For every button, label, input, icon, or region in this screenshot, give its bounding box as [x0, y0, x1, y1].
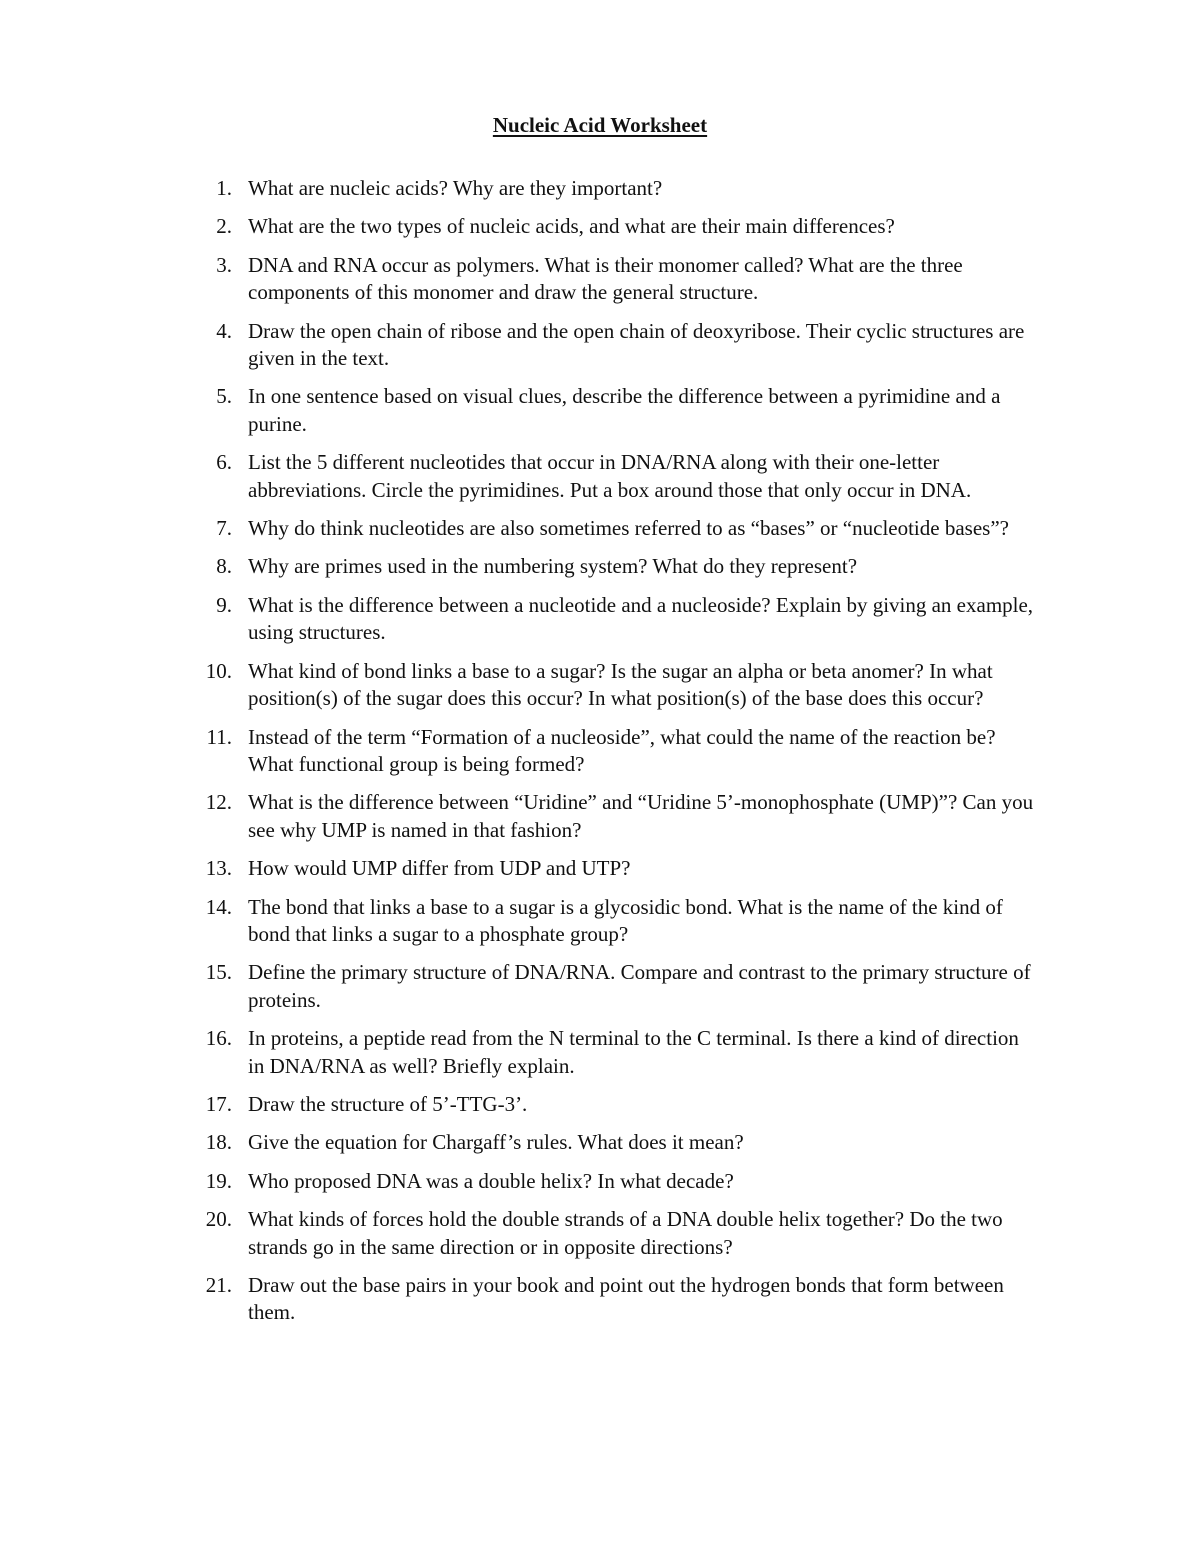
question-text: In one sentence based on visual clues, describe the difference between a pyrimidine and a purine.: [248, 384, 1001, 436]
question-number: 8.: [216, 554, 232, 579]
question-text: Draw the structure of 5’-TTG-3’.: [248, 1091, 528, 1116]
question-text: What are the two types of nucleic acids, and what are their main differences?: [248, 214, 895, 239]
question-text: In proteins, a peptide read from the N terminal to the C terminal. Is there a kind of direction in DNA/RNA as well? Briefly explain.: [248, 1026, 1019, 1078]
question-text: What are nucleic acids? Why are they important?: [248, 176, 663, 200]
list-item: [0, 1168, 1200, 1195]
question-number: 1.: [216, 176, 232, 200]
question-text: List the 5 different nucleotides that occur in DNA/RNA along with their one-letter abbreviations. Circle the pyrimidines. Put a box around those that only occur in DNA.: [248, 450, 972, 502]
question-number: 2.: [216, 214, 232, 239]
list-item: [0, 1091, 1200, 1118]
list-item: [0, 553, 1200, 580]
question-number: 11.: [206, 724, 232, 749]
question-number: 4.: [216, 318, 232, 343]
list-item: [0, 1206, 1200, 1261]
list-item: [0, 1129, 1200, 1156]
list-item: [0, 252, 1200, 307]
question-text: Who proposed DNA was a double helix? In what decade?: [248, 1168, 734, 1193]
question-number: 19.: [205, 1168, 232, 1193]
question-number: 13.: [205, 856, 232, 881]
question-text: What is the difference between “Uridine” and “Uridine 5’-monophosphate (UMP)”? Can you see why UMP is named in that fashion?: [248, 790, 1034, 842]
list-item: [0, 959, 1200, 1014]
list-item: [0, 855, 1200, 882]
question-number: 7.: [216, 516, 232, 541]
question-number: 16.: [205, 1026, 232, 1051]
question-number: 10.: [205, 658, 232, 683]
list-item: [0, 789, 1200, 844]
list-item: [0, 1025, 1200, 1080]
question-list: [0, 175, 1200, 1338]
list-item: [0, 894, 1200, 949]
question-number: 3.: [216, 252, 232, 277]
question-text: What kind of bond links a base to a sugar? Is the sugar an alpha or beta anomer? In what position(s) of the sugar does this occur? In what position(s) of the base does this occur?: [248, 658, 993, 711]
list-item: [0, 449, 1200, 504]
list-item: [0, 383, 1200, 438]
question-text: Why do think nucleotides are also sometimes referred to as “bases” or “nucleotide bases”?: [248, 516, 1009, 541]
question-text: Define the primary structure of DNA/RNA. Compare and contrast to the primary structure of proteins.: [248, 960, 1031, 1012]
question-number: 6.: [216, 450, 232, 475]
question-number: 5.: [216, 384, 232, 409]
question-number: 9.: [216, 592, 232, 617]
list-item: [0, 515, 1200, 542]
question-number: 12.: [205, 790, 232, 815]
question-number: 20.: [205, 1207, 232, 1232]
question-number: 21.: [205, 1273, 232, 1297]
list-item: [0, 213, 1200, 240]
question-text: Give the equation for Chargaff’s rules. What does it mean?: [248, 1130, 744, 1155]
question-number: 17.: [205, 1091, 232, 1116]
question-text: What kinds of forces hold the double strands of a DNA double helix together? Do the two strands go in the same direction or in opposite directions?: [248, 1207, 1003, 1259]
list-item: [0, 1272, 1200, 1327]
question-text: Draw the open chain of ribose and the open chain of deoxyribose. Their cyclic structures are given in the text.: [248, 318, 1025, 371]
question-number: 14.: [205, 894, 232, 919]
list-item: [0, 724, 1200, 779]
question-text: Instead of the term “Formation of a nucleoside”, what could the name of the reaction be? What functional group is being formed?: [248, 724, 996, 776]
question-text: What is the difference between a nucleotide and a nucleoside? Explain by giving an example, using structures.: [248, 592, 1034, 645]
list-item: [0, 592, 1200, 647]
page-title: Nucleic Acid Worksheet: [492, 113, 708, 137]
question-text: How would UMP differ from UDP and UTP?: [248, 856, 631, 881]
question-number: 18.: [205, 1130, 232, 1155]
question-text: Draw out the base pairs in your book and point out the hydrogen bonds that form between them.: [248, 1273, 1004, 1325]
question-text: DNA and RNA occur as polymers. What is their monomer called? What are the three components of this monomer and draw the general structure.: [248, 252, 963, 305]
list-item: [0, 658, 1200, 713]
question-text: Why are primes used in the numbering system? What do they represent?: [248, 554, 858, 579]
list-item: [0, 318, 1200, 373]
list-item: [0, 175, 1200, 202]
question-number: 15.: [205, 960, 232, 985]
question-text: The bond that links a base to a sugar is a glycosidic bond. What is the name of the kind of bond that links a sugar to a phosphate group?: [248, 894, 1003, 946]
